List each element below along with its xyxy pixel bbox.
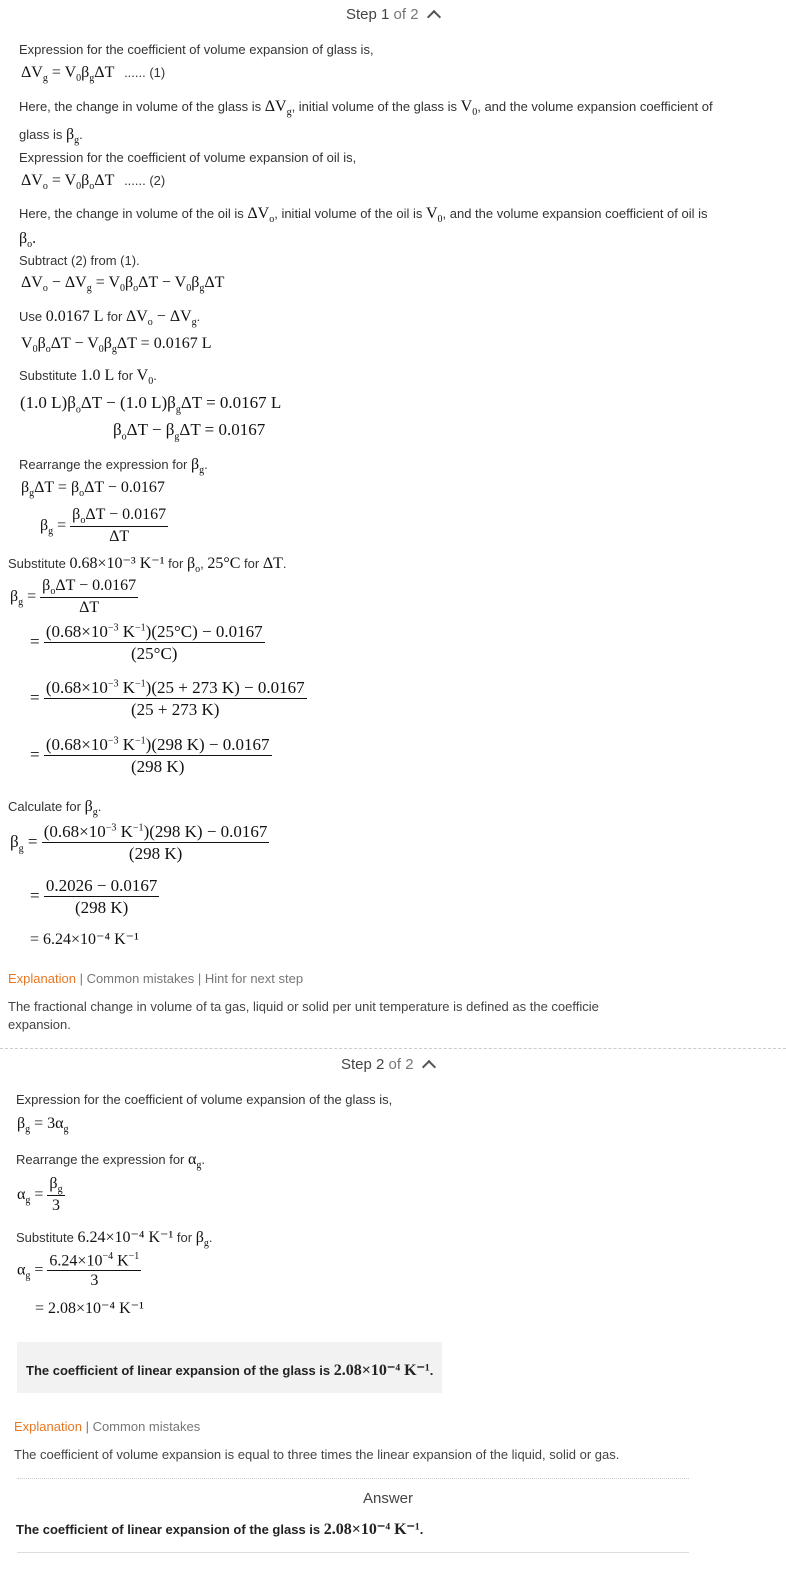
answer-value: 2.08×10⁻⁴ K⁻¹	[323, 1521, 420, 1538]
text-segment: Rearrange the expression for	[19, 457, 188, 472]
text-segment: , initial volume of the oil is	[274, 206, 423, 221]
step1-text-9: Substitute 0.68×10⁻³ K⁻¹ for $\beta_o$, 25°C for ΔT.	[8, 555, 287, 576]
text-segment: , and the volume expansion coefficient of	[477, 99, 713, 114]
symbol-v0: $V_0$	[460, 98, 478, 119]
equation-3: $\Delta V_o - \Delta V_g = V_0\beta_o\Delta T - V_0\beta_g\Delta T$	[21, 274, 225, 295]
hint-link[interactable]: Hint for next step	[204, 971, 304, 986]
result-alpha-g: = 2.08×10⁻⁴ K⁻¹	[35, 1300, 144, 1317]
text-segment: Rearrange the expression for	[16, 1152, 185, 1167]
step-total: of 2	[389, 6, 419, 23]
text-segment: Here, the change in volume of the glass is	[19, 99, 262, 114]
equation-16: $\alpha_g$ = $\frac{\beta_g}{3}$	[17, 1175, 63, 1215]
equation-1: $\Delta V_g = V_0\beta_g\Delta T$ ...... (1)	[21, 64, 166, 85]
separator: |	[81, 1419, 93, 1434]
value-beta-o: 0.68×10⁻³ K⁻¹	[69, 555, 165, 572]
step1-text-1: Expression for the coefficient of volume expansion of glass is,	[19, 42, 374, 57]
text-segment: glass is	[19, 127, 63, 142]
symbol-beta-g: $\beta_g$	[84, 798, 98, 819]
chevron-up-icon[interactable]	[421, 1060, 435, 1074]
answer-title: Answer	[363, 1490, 414, 1507]
explanation-link[interactable]: Explanation	[14, 1419, 82, 1434]
symbol-beta-o: $\beta_o$.	[19, 230, 37, 251]
equation-14: = $\frac{0.2026 - 0.0167}{(298 K)}$	[30, 876, 158, 917]
equation-2: $\Delta V_o = V_0\beta_o\Delta T$ ...... (2)	[21, 172, 166, 193]
equation-12: = $\frac{(0.68\times 10^{-3} K^{-1})(298 K) - 0.0167}{(298 K)}$	[30, 735, 270, 776]
answer-divider	[17, 1478, 689, 1479]
step2-link-row	[14, 1419, 200, 1434]
equation-7: $\beta_g\Delta T = \beta_o\Delta T - 0.0167$	[21, 479, 165, 500]
value-temperature: 25°C	[207, 555, 241, 572]
step1-text-2	[19, 98, 713, 118]
step-label: Step	[346, 6, 382, 23]
symbol-beta-o: $\beta_o$	[186, 555, 201, 576]
equation-11: = $\frac{(0.68\times 10^{-3} K^{-1})(25 + 273 K) - 0.0167}{(25 + 273 K)}$	[30, 678, 305, 719]
explanation-link[interactable]: Explanation	[8, 971, 76, 986]
text-segment: for	[117, 368, 134, 383]
step1-text-5: Subtract (2) from (1).	[19, 253, 140, 268]
step2-header[interactable]	[341, 1056, 434, 1073]
result-beta-g: = 6.24×10⁻⁴ K⁻¹	[30, 931, 139, 948]
text-segment: Substitute	[19, 368, 77, 383]
step1-text-4	[19, 205, 708, 225]
chevron-up-icon[interactable]	[426, 10, 440, 24]
step-number: 2	[376, 1056, 385, 1073]
symbol-beta-g: $\beta_g$	[191, 456, 205, 477]
text-segment: for	[244, 556, 260, 571]
step2-text-1: Expression for the coefficient of volume expansion of the glass is,	[16, 1092, 393, 1107]
step1-text-6: Use 0.0167 L for $\Delta V_o - \Delta V_g$.	[19, 308, 201, 329]
separator: |	[75, 971, 87, 986]
step1-text-2b: glass is $\beta_g$.	[19, 126, 83, 147]
equation-10: = $\frac{(0.68\times 10^{-3} K^{-1})(25^\circ C) - 0.0167}{(25^\circ C)}$	[30, 622, 263, 663]
final-result-text: The coefficient of linear expansion of the glass is	[26, 1363, 331, 1378]
symbol-beta-g: $\beta_g$	[195, 1229, 209, 1250]
answer-text: The coefficient of linear expansion of the glass is 2.08×10⁻⁴ K⁻¹.	[16, 1521, 424, 1538]
equation-13: $\beta_g$ = $\frac{(0.68\times 10^{-3} K^{-1})(298 K) - 0.0167}{(298 K)}$	[10, 822, 268, 863]
equation-tag-1: ...... (1)	[124, 65, 166, 80]
step1-link-row	[8, 971, 303, 986]
symbol-v0: $V_0$	[136, 367, 154, 388]
step1-text-3: Expression for the coefficient of volume expansion of oil is,	[19, 150, 357, 165]
step-number: 1	[381, 6, 390, 23]
step1-explanation-text: The fractional change in volume of ta gas, liquid or solid per unit temperature is defined as the coefficie expansion.	[8, 999, 599, 1032]
symbol-dvo: $\Delta V_o$	[247, 205, 275, 226]
step1-text-8: Rearrange the expression for $\beta_g$.	[19, 456, 208, 477]
text-segment: for	[107, 309, 123, 324]
equation-17: $\alpha_g$ = $\frac{6.24\times 10^{-4} K^{-1}}{3}$	[17, 1251, 140, 1290]
text-segment: Here, the change in volume of the oil is	[19, 206, 244, 221]
separator: |	[194, 971, 205, 986]
common-mistakes-link[interactable]: Common mistakes	[86, 971, 195, 986]
equation-6: $\beta_o\Delta T - \beta_g\Delta T = 0.0167$	[113, 420, 266, 443]
symbol-dvg: $\Delta V_g$	[264, 98, 292, 119]
equation-9: $\beta_g$ = $\frac{\beta_o\Delta T - 0.0167}{\Delta T}$	[10, 577, 137, 617]
step-label: Step	[341, 1056, 377, 1073]
text-segment: Substitute	[8, 556, 66, 571]
text-segment: Calculate for	[8, 799, 81, 814]
step2-explanation-text: The coefficient of volume expansion is equal to three times the linear expansion of the liquid, solid or gas.	[14, 1447, 620, 1462]
equation-8: $\beta_g$ = $\frac{\beta_o\Delta T - 0.0167}{\Delta T}$	[40, 506, 167, 546]
value-0167L: 0.0167 L	[153, 335, 212, 352]
text-segment: Substitute	[16, 1230, 74, 1245]
text-segment: for	[168, 556, 184, 571]
step2-text-3: Substitute 6.24×10⁻⁴ K⁻¹ for $\beta_g$.	[16, 1229, 213, 1250]
step1-text-7: Substitute 1.0 L for $V_0$.	[19, 367, 157, 388]
value-beta-g: 6.24×10⁻⁴ K⁻¹	[77, 1229, 174, 1246]
step2-text-2: Rearrange the expression for $\alpha_g$.	[16, 1151, 206, 1172]
text-segment: for	[176, 1230, 193, 1245]
final-result-value: 2.08×10⁻⁴ K⁻¹	[333, 1362, 430, 1379]
step-total: of 2	[384, 1056, 414, 1073]
answer-statement: The coefficient of linear expansion of the glass is	[16, 1522, 321, 1537]
bottom-rule	[17, 1552, 689, 1553]
step1-header[interactable]	[346, 6, 439, 23]
equation-4: $V_0\beta_o\Delta T - V_0\beta_g\Delta T = 0.0167$ L	[21, 335, 212, 356]
symbol-dvo-dvg: $\Delta V_o - \Delta V_g$	[125, 308, 197, 329]
step-divider	[0, 1048, 786, 1049]
symbol-alpha-g: $\alpha_g$	[188, 1151, 202, 1172]
value-0167L: 0.0167 L	[45, 308, 104, 325]
symbol-delta-t: ΔT	[262, 555, 283, 572]
equation-tag-2: ...... (2)	[124, 173, 166, 188]
step1-text-10: Calculate for $\beta_g$.	[8, 798, 102, 819]
text-segment: Use	[19, 309, 43, 324]
final-result: The coefficient of linear expansion of the glass is 2.08×10⁻⁴ K⁻¹.	[26, 1362, 434, 1379]
equation-5: (1.0 $L)\beta_o\Delta T - (1.0$ $L)\beta_g\Delta T = 0.0167$ L	[20, 393, 282, 416]
text-segment: , and the volume expansion coefficient of oil is	[442, 206, 708, 221]
common-mistakes-link[interactable]: Common mistakes	[92, 1419, 201, 1434]
symbol-beta-g: $\beta_g$	[65, 126, 80, 147]
text-segment: , initial volume of the glass is	[291, 99, 458, 114]
value-10L: 1.0 L	[80, 367, 115, 384]
equation-15: $\beta_g = 3\alpha_g$	[17, 1115, 69, 1136]
symbol-v0: $V_0$	[425, 205, 443, 226]
